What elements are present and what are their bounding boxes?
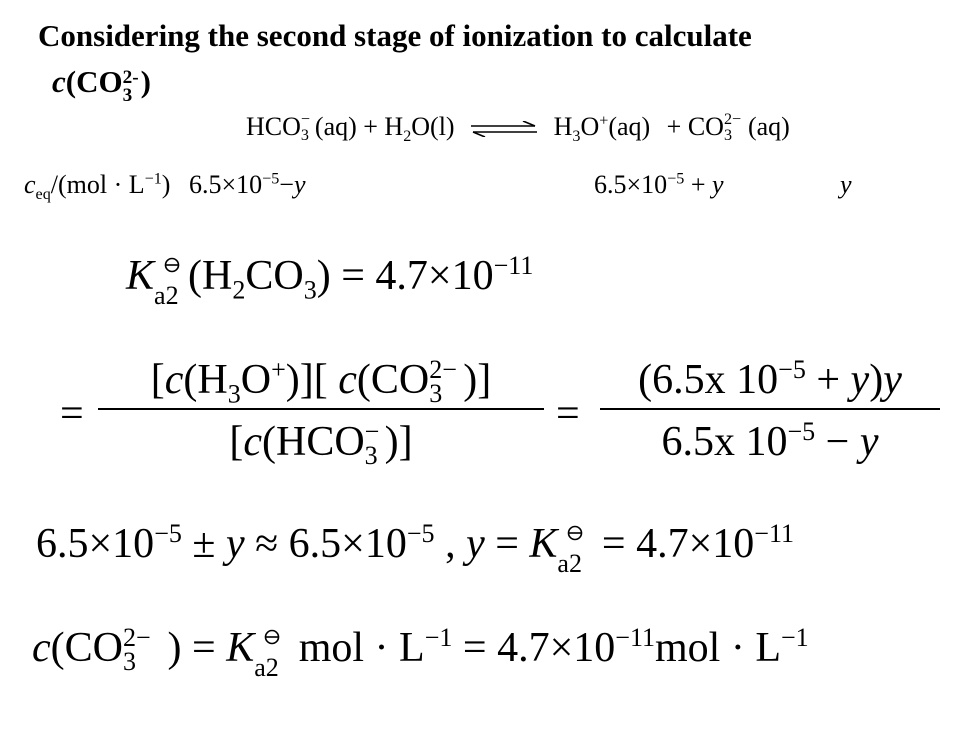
eq-row-co3: y [840, 170, 852, 199]
fraction-substituted [600, 356, 940, 486]
fraction-concentrations [98, 356, 544, 486]
eq-row-label: $c_{eq}/(mol \cdot L^{-1})$ [24, 170, 171, 204]
equals-sign-1: = [60, 391, 84, 437]
standard-state-icon [567, 525, 583, 541]
equilibrium-concentration-row [24, 170, 964, 204]
fraction1-numerator: $[c(H_3O^+)]$[ c(CO 2− 3 )] [150, 355, 492, 409]
fraction1-denominator: [c(HCO − 3 )] [229, 417, 413, 471]
fraction1-bar [98, 408, 544, 410]
final-result-line: c(CO 2− 3 ) = K a2 mol · $L^{-1} = 4.7\times 10^{-11}mol \cdot L^{-1}$ [32, 623, 809, 683]
eq-row-h3o: $6.5\times 10^{-5} + y$ [594, 170, 724, 199]
reaction-equation: HCO − 3 $(aq) + H_2O(l) H_3O^+(aq)$ + CO 2− 3 (aq) [246, 111, 790, 146]
standard-state-icon [164, 257, 180, 273]
eq-row-hco3: $6.5\times 10^{-5}-y$ [188, 170, 306, 199]
fraction2-numerator: (6.5x $10^{-5} + y)y$ [638, 355, 902, 403]
slide-title-line2: c(CO 2- 3 ) [52, 64, 151, 106]
fraction2-bar [600, 408, 940, 410]
fraction2-denominator: 6.5x $10^{-5} - y$ [661, 417, 879, 465]
equilibrium-arrow-icon [469, 121, 539, 137]
ka-expression: K a2 $(H_2CO_3) = 4.7\times 10^{-11}$ [126, 251, 534, 311]
standard-state-icon [264, 629, 280, 645]
equals-sign-2: = [556, 391, 580, 437]
slide-title-line1: Considering the second stage of ionization to calculate [38, 18, 752, 53]
approximation-line: $6.5\times 10^{-5} \pm y \approx 6.5\times 10^{-5}$ , y = K a2 = $4.7\times 10^{-11}$ [36, 519, 795, 579]
